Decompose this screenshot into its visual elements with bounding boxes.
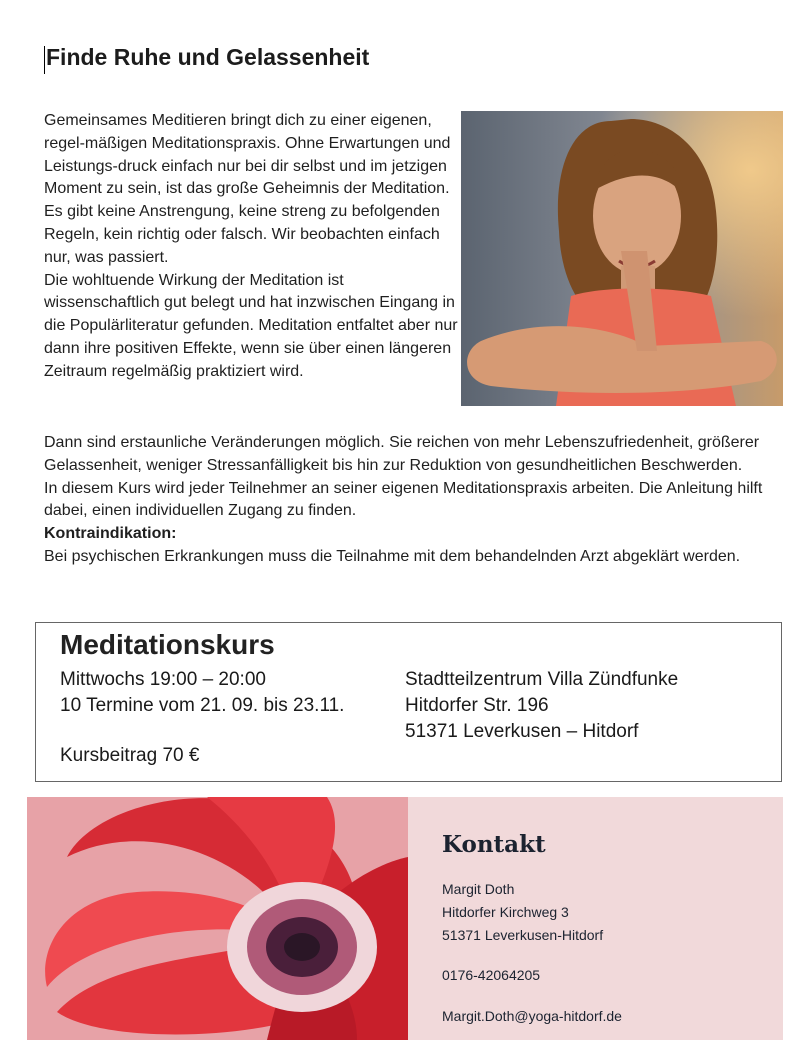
contraindication-label: Kontraindikation: bbox=[44, 525, 177, 543]
contact-title: Kontakt bbox=[442, 831, 546, 858]
venue-street: Hitdorfer Str. 196 bbox=[405, 695, 549, 716]
contact-phone[interactable]: 0176-42064205 bbox=[442, 967, 541, 983]
contact-street: Hitdorfer Kirchweg 3 bbox=[442, 904, 569, 920]
course-schedule bbox=[60, 667, 344, 719]
contact-name: Margit Doth bbox=[442, 881, 515, 897]
contraindication-text: Bei psychischen Erkrankungen muss die Teilnahme mit dem behandelnden Arzt abgeklärt werden. bbox=[44, 547, 741, 565]
contact-email[interactable]: Margit.Doth@yoga-hitdorf.de bbox=[442, 1008, 622, 1024]
course-info-box bbox=[35, 622, 782, 782]
course-title: Meditationskurs bbox=[60, 629, 275, 660]
body-paragraph-4: In diesem Kurs wird jeder Teilnehmer an seiner eigenen Meditationspraxis arbeiten. Die Anleitung hilft dabei, einen individuellen Zugang zu finden. bbox=[44, 479, 763, 520]
contact-city: 51371 Leverkusen-Hitdorf bbox=[442, 927, 604, 943]
body-text bbox=[44, 432, 774, 569]
course-time: Mittwochs 19:00 – 20:00 bbox=[60, 669, 266, 690]
anemone-flower-image bbox=[27, 797, 408, 1040]
intro-text bbox=[44, 110, 462, 384]
intro-paragraph-2: Die wohltuende Wirkung der Meditation ist wissenschaftlich gut belegt und hat inzwischen Eingang in die Populärliteratur gefunden. Meditation entfaltet aber nur dann ihre positiven Effekte, wenn sie über einen längeren Zeitraum regelmäßig praktiziert wird. bbox=[44, 271, 458, 380]
course-dates: 10 Termine vom 21. 09. bis 23.11. bbox=[60, 695, 345, 716]
page-title: Finde Ruhe und Gelassenheit bbox=[46, 44, 370, 70]
venue-name: Stadtteilzentrum Villa Zündfunke bbox=[405, 669, 679, 690]
contact-panel bbox=[408, 797, 783, 1040]
intro-paragraph-1: Gemeinsames Meditieren bringt dich zu einer eigenen, regel-mäßigen Meditationspraxis. Ohne Erwartungen und Leistungs-druck einfach nur bei dir selbst und im jetzigen Moment zu sein, ist das große Geheimnis der Meditation. Es gibt keine Anstrengung, keine streng zu befolgenden Regeln, kein richtig oder falsch. Wir beobachten einfach nur, was passiert. bbox=[44, 112, 451, 266]
course-venue bbox=[405, 667, 678, 745]
venue-city: 51371 Leverkusen – Hitdorf bbox=[405, 721, 639, 742]
body-paragraph-3: Dann sind erstaunliche Veränderungen möglich. Sie reichen von mehr Lebenszufriedenheit, größerer Gelassenheit, weniger Stressanfälligkeit bis hin zur Reduktion von gesundheitlichen Beschwerden. bbox=[44, 434, 760, 474]
text-cursor bbox=[44, 46, 45, 74]
footer-banner bbox=[27, 797, 783, 1040]
instructor-photo bbox=[461, 111, 783, 406]
course-fee: Kursbeitrag 70 € bbox=[60, 745, 200, 766]
